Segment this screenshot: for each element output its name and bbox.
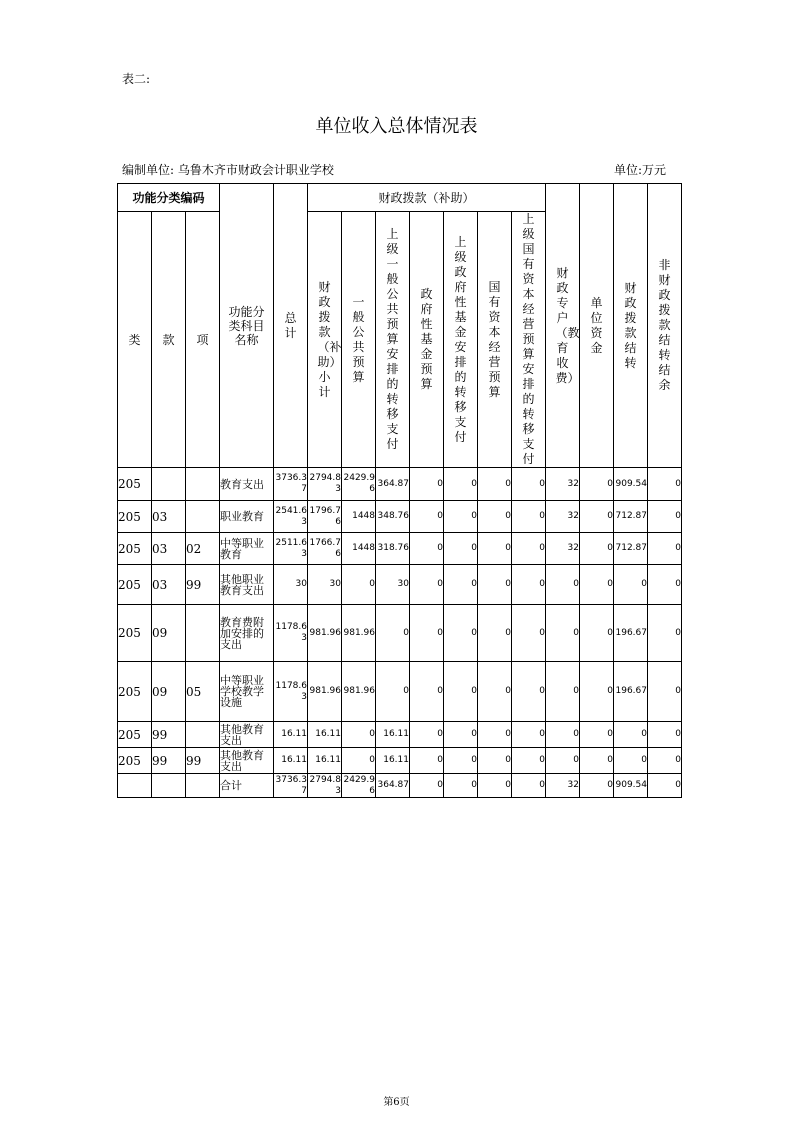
cell-name: 教育支出 <box>220 468 274 501</box>
cell-total: 2511.63 <box>274 533 308 565</box>
header-state-capital-budget <box>478 212 512 468</box>
cell-name: 中等职业学校教学设施 <box>220 662 274 722</box>
cell-total: 16.11 <box>274 722 308 748</box>
header-fiscal-subtotal <box>308 212 342 468</box>
cell-gov-fund-budget: 0 <box>410 605 444 662</box>
cell-upper-general-transfer: 16.11 <box>376 722 410 748</box>
table-row <box>118 468 682 501</box>
header-name-text: 功能分类科目名称 <box>228 304 265 347</box>
cell-upper-general-transfer: 364.87 <box>376 774 410 798</box>
cell-gov-fund-budget: 0 <box>410 722 444 748</box>
cell-nonfiscal-carryover: 0 <box>648 565 682 605</box>
cell-upper-general-transfer: 348.76 <box>376 501 410 533</box>
page-number: 第6页 <box>383 1097 410 1108</box>
cell-general-budget: 1448 <box>342 533 376 565</box>
cell-upper-gov-fund-transfer: 0 <box>444 662 478 722</box>
cell-general-budget: 0 <box>342 748 376 774</box>
cell-lei: 205 <box>118 748 152 774</box>
cell-state-capital-budget: 0 <box>478 468 512 501</box>
cell-kuan: 09 <box>152 605 186 662</box>
cell-name: 教育费附加安排的支出 <box>220 605 274 662</box>
cell-gov-fund-budget: 0 <box>410 774 444 798</box>
cell-upper-gov-fund-transfer: 0 <box>444 748 478 774</box>
cell-lei: 205 <box>118 605 152 662</box>
cell-upper-gov-fund-transfer: 0 <box>444 774 478 798</box>
cell-kuan: 03 <box>152 565 186 605</box>
cell-lei: 205 <box>118 722 152 748</box>
cell-unit-funds: 0 <box>580 748 614 774</box>
cell-state-capital-budget: 0 <box>478 748 512 774</box>
cell-name: 职业教育 <box>220 501 274 533</box>
cell-unit-funds: 0 <box>580 501 614 533</box>
cell-gov-fund-budget: 0 <box>410 501 444 533</box>
cell-upper-gov-fund-transfer: 0 <box>444 468 478 501</box>
cell-unit-funds: 0 <box>580 533 614 565</box>
cell-total: 3736.37 <box>275 774 307 796</box>
cell-state-capital-budget: 0 <box>478 533 512 565</box>
cell-lei <box>118 774 152 798</box>
cell-name: 其他教育支出 <box>220 722 274 748</box>
cell-fiscal-carryover: 0 <box>614 748 648 774</box>
cell-upper-general-transfer: 0 <box>376 662 410 722</box>
cell-general-budget: 981.96 <box>342 662 376 722</box>
cell-upper-state-capital-transfer: 0 <box>512 662 546 722</box>
cell-fiscal-subtotal: 981.96 <box>308 605 342 662</box>
cell-upper-state-capital-transfer: 0 <box>512 774 546 798</box>
cell-fiscal-subtotal: 1796.76 <box>308 501 342 533</box>
cell-upper-general-transfer: 30 <box>376 565 410 605</box>
compiling-unit <box>122 161 334 178</box>
cell-fiscal-carryover: 196.67 <box>614 605 648 662</box>
cell-special-account: 32 <box>546 468 580 501</box>
header-fiscal-group: 财政拨款（补助） <box>308 184 546 212</box>
cell-state-capital-budget: 0 <box>478 605 512 662</box>
header-unit-funds-text: 单位资金 <box>590 295 603 355</box>
cell-lei: 205 <box>118 533 152 565</box>
cell-general-budget: 981.96 <box>342 605 376 662</box>
header-unit-funds <box>580 184 614 468</box>
header-xiang: 项 <box>186 212 220 468</box>
cell-state-capital-budget: 0 <box>478 501 512 533</box>
cell-fiscal-subtotal: 1766.76 <box>308 533 342 565</box>
cell-kuan: 09 <box>152 662 186 722</box>
cell-total: 1178.63 <box>274 605 308 662</box>
cell-special-account: 0 <box>546 565 580 605</box>
cell-special-account: 32 <box>546 533 580 565</box>
cell-xiang: 99 <box>186 565 220 605</box>
cell-special-account: 32 <box>546 501 580 533</box>
cell-fiscal-carryover: 0 <box>614 565 648 605</box>
cell-total: 16.11 <box>274 748 308 774</box>
currency-unit: 单位:万元 <box>614 163 667 177</box>
header-fiscal-subtotal-text: 财政拨款（补助）小计 <box>317 279 342 399</box>
cell-nonfiscal-carryover: 0 <box>648 722 682 748</box>
cell-unit-funds: 0 <box>580 774 614 798</box>
header-fiscal-carryover-text: 财政拨款结转 <box>624 280 637 370</box>
cell-kuan <box>152 774 186 798</box>
cell-nonfiscal-carryover: 0 <box>648 662 682 722</box>
header-nonfiscal-carryover-text: 非财政拨款结转结余 <box>658 258 671 392</box>
table-row <box>118 501 682 533</box>
cell-kuan: 99 <box>152 722 186 748</box>
cell-xiang <box>186 774 220 798</box>
cell-fiscal-subtotal: 30 <box>308 565 342 605</box>
table-row <box>118 605 682 662</box>
cell-state-capital-budget: 0 <box>478 565 512 605</box>
header-state-capital-budget-text: 国有资本经营预算 <box>488 279 501 399</box>
cell-upper-general-transfer: 16.11 <box>376 748 410 774</box>
cell-name: 其他职业教育支出 <box>220 565 274 605</box>
cell-gov-fund-budget: 0 <box>410 565 444 605</box>
cell-kuan: 99 <box>152 748 186 774</box>
cell-special-account: 0 <box>546 662 580 722</box>
cell-upper-state-capital-transfer: 0 <box>512 533 546 565</box>
cell-xiang: 02 <box>186 533 220 565</box>
cell-special-account: 32 <box>546 774 580 798</box>
header-name <box>220 184 274 468</box>
cell-upper-general-transfer: 0 <box>376 605 410 662</box>
table-row <box>118 565 682 605</box>
cell-xiang: 05 <box>186 662 220 722</box>
cell-general-budget: 1448 <box>342 501 376 533</box>
cell-general-budget: 0 <box>342 722 376 748</box>
cell-upper-gov-fund-transfer: 0 <box>444 605 478 662</box>
total-row <box>118 774 682 798</box>
compiling-unit-prefix: 编制单位: <box>122 163 175 177</box>
cell-kuan: 03 <box>152 501 186 533</box>
cell-upper-general-transfer: 318.76 <box>376 533 410 565</box>
cell-fiscal-carryover: 909.54 <box>614 468 648 501</box>
cell-nonfiscal-carryover: 0 <box>648 774 682 798</box>
cell-xiang <box>186 501 220 533</box>
header-special-account <box>546 184 580 468</box>
cell-gov-fund-budget: 0 <box>410 662 444 722</box>
cell-fiscal-subtotal: 16.11 <box>308 748 342 774</box>
cell-general-budget: 2429.96 <box>343 774 375 796</box>
cell-fiscal-subtotal: 16.11 <box>308 722 342 748</box>
table-body <box>118 468 682 798</box>
cell-upper-state-capital-transfer: 0 <box>512 748 546 774</box>
cell-kuan <box>152 468 186 501</box>
cell-upper-state-capital-transfer: 0 <box>512 605 546 662</box>
compiling-unit-name: 乌鲁木齐市财政会计职业学校 <box>177 163 334 177</box>
cell-lei: 205 <box>118 501 152 533</box>
cell-total: 30 <box>274 565 308 605</box>
cell-special-account: 0 <box>546 748 580 774</box>
header-fiscal-carryover <box>614 184 648 468</box>
table-row <box>118 748 682 774</box>
header-upper-state-capital-transfer <box>512 212 546 468</box>
cell-name: 中等职业教育 <box>220 533 274 565</box>
cell-fiscal-subtotal: 2794.83 <box>308 468 342 501</box>
cell-gov-fund-budget: 0 <box>410 533 444 565</box>
cell-nonfiscal-carryover: 0 <box>648 468 682 501</box>
header-upper-general-transfer <box>376 212 410 468</box>
cell-fiscal-carryover: 196.67 <box>614 662 648 722</box>
header-upper-general-transfer-text: 上级一般公共预算安排的转移支付 <box>386 227 399 451</box>
header-total <box>274 184 308 468</box>
cell-unit-funds: 0 <box>580 605 614 662</box>
cell-total: 3736.37 <box>274 468 308 501</box>
income-summary-table <box>117 183 682 798</box>
cell-fiscal-carryover: 909.54 <box>614 774 648 798</box>
cell-unit-funds: 0 <box>580 565 614 605</box>
header-total-text: 总计 <box>284 310 297 340</box>
table-row <box>118 662 682 722</box>
cell-fiscal-carryover: 712.87 <box>614 533 648 565</box>
header-upper-gov-fund-transfer-text: 上级政府性基金安排的转移支付 <box>454 234 467 444</box>
header-gov-fund-budget <box>410 212 444 468</box>
table-label: 表二: <box>122 72 151 86</box>
table-row <box>118 722 682 748</box>
cell-fiscal-subtotal: 2794.83 <box>309 774 341 796</box>
header-general-budget <box>342 212 376 468</box>
header-upper-state-capital-transfer-text: 上级国有资本经营预算安排的转移支付 <box>522 212 535 466</box>
cell-xiang <box>186 468 220 501</box>
cell-upper-gov-fund-transfer: 0 <box>444 533 478 565</box>
cell-xiang <box>186 722 220 748</box>
cell-name: 其他教育支出 <box>220 748 274 774</box>
cell-nonfiscal-carryover: 0 <box>648 501 682 533</box>
cell-xiang <box>186 605 220 662</box>
cell-upper-gov-fund-transfer: 0 <box>444 565 478 605</box>
cell-fiscal-carryover: 0 <box>614 722 648 748</box>
header-kuan: 款 <box>152 212 186 468</box>
header-upper-gov-fund-transfer <box>444 212 478 468</box>
cell-special-account: 0 <box>546 605 580 662</box>
cell-general-budget: 2429.96 <box>342 468 376 501</box>
table-row <box>118 533 682 565</box>
cell-lei: 205 <box>118 565 152 605</box>
cell-nonfiscal-carryover: 0 <box>648 605 682 662</box>
cell-upper-state-capital-transfer: 0 <box>512 565 546 605</box>
cell-upper-general-transfer: 364.87 <box>376 468 410 501</box>
header-special-account-text: 财政专户（教育收费） <box>555 265 580 385</box>
cell-unit-funds: 0 <box>580 468 614 501</box>
cell-general-budget: 0 <box>342 565 376 605</box>
cell-state-capital-budget: 0 <box>478 722 512 748</box>
cell-fiscal-subtotal: 981.96 <box>308 662 342 722</box>
cell-unit-funds: 0 <box>580 662 614 722</box>
cell-total: 1178.63 <box>274 662 308 722</box>
cell-upper-gov-fund-transfer: 0 <box>444 722 478 748</box>
cell-lei: 205 <box>118 662 152 722</box>
cell-gov-fund-budget: 0 <box>410 748 444 774</box>
cell-kuan: 03 <box>152 533 186 565</box>
cell-nonfiscal-carryover: 0 <box>648 533 682 565</box>
cell-total: 2541.63 <box>274 501 308 533</box>
header-code-group: 功能分类编码 <box>118 184 220 212</box>
cell-upper-gov-fund-transfer: 0 <box>444 501 478 533</box>
page-title: 单位收入总体情况表 <box>315 116 478 137</box>
cell-gov-fund-budget: 0 <box>410 468 444 501</box>
header-gov-fund-budget-text: 政府性基金预算 <box>420 287 433 391</box>
cell-unit-funds: 0 <box>580 722 614 748</box>
header-general-budget-text: 一般公共预算 <box>352 294 365 384</box>
cell-name: 合计 <box>220 774 274 798</box>
cell-lei: 205 <box>118 468 152 501</box>
cell-upper-state-capital-transfer: 0 <box>512 722 546 748</box>
cell-upper-state-capital-transfer: 0 <box>512 468 546 501</box>
cell-xiang: 99 <box>186 748 220 774</box>
header-row-1 <box>118 184 682 212</box>
cell-special-account: 0 <box>546 722 580 748</box>
cell-state-capital-budget: 0 <box>478 774 512 798</box>
cell-upper-state-capital-transfer: 0 <box>512 501 546 533</box>
header-lei: 类 <box>118 212 152 468</box>
cell-state-capital-budget: 0 <box>478 662 512 722</box>
cell-nonfiscal-carryover: 0 <box>648 748 682 774</box>
header-nonfiscal-carryover <box>648 184 682 468</box>
cell-fiscal-carryover: 712.87 <box>614 501 648 533</box>
